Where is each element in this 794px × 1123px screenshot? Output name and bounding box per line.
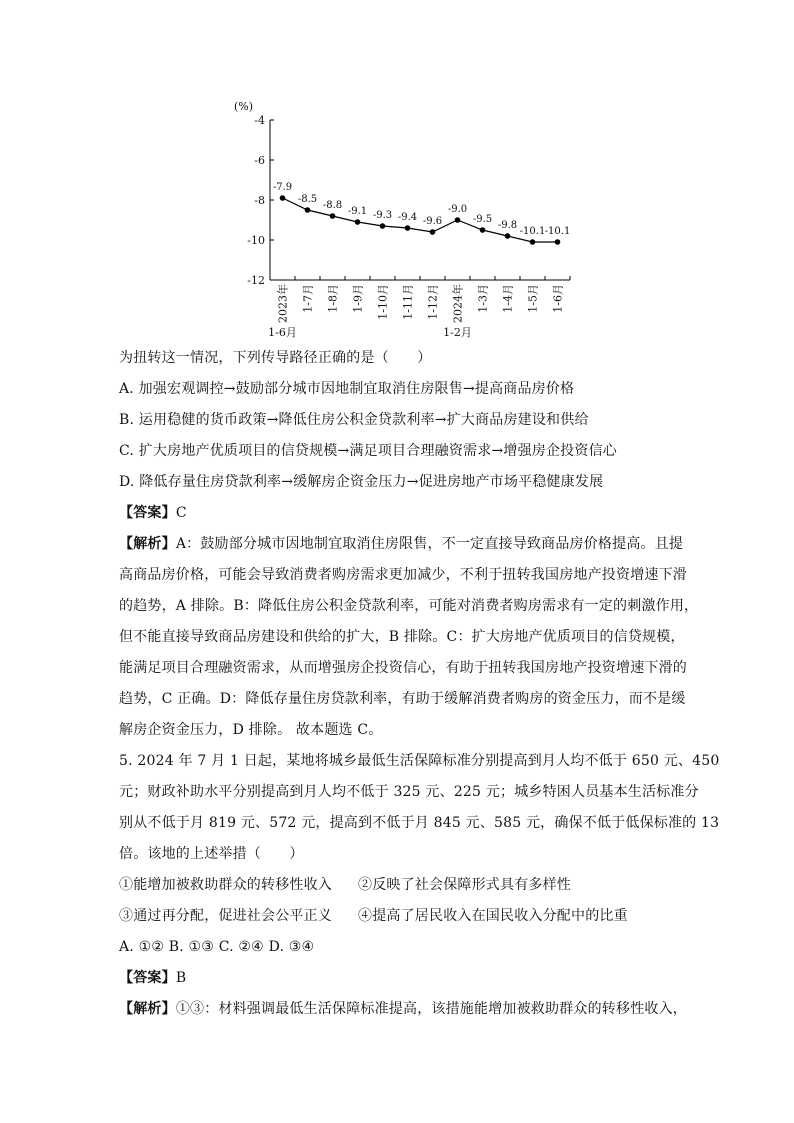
answer-value: B: [175, 970, 187, 986]
x-tick-label: 1-3月: [476, 284, 490, 313]
answer-tag: 【答案】: [119, 970, 176, 986]
data-point: [455, 217, 461, 223]
x-tick-label: 1-5月: [526, 284, 540, 313]
x-tick-label: 1-7月: [301, 284, 315, 313]
data-label: -9.6: [422, 216, 443, 227]
analysis-line: 趋势，C 正确。D：降低存量住房贷款利率，有助于缓解消费者购房的资金压力，而不是缓: [119, 691, 686, 707]
data-label: -10.1: [519, 226, 546, 237]
analysis-line: 解房企资金压力，D 排除。 故本题选 C。: [119, 722, 383, 738]
x-tick-label: 1-10月: [376, 284, 390, 320]
analysis-text: ①③：材料强调最低生活保障标准提高，该措施能增加被救助群众的转移性收入，: [175, 1001, 688, 1017]
answer-line: [119, 963, 679, 994]
x-tick-label: 1-4月: [501, 284, 515, 313]
analysis-tag: 【解析】: [119, 536, 176, 552]
analysis-line: 但不能直接导致商品房建设和供给的扩大，B 排除。C：扩大房地产优质项目的信贷规模，: [119, 629, 685, 645]
q5-stem-line: 元；财政补助水平分别提高到月人均不低于 325 元、225 元；城乡特困人员基本生活标准分: [119, 784, 699, 800]
option-a: A. 加强宏观调控→鼓励部分城市因地制宜取消住房限售→提高商品房价格: [119, 381, 575, 397]
data-label: -9.0: [447, 204, 468, 215]
data-point: [330, 213, 336, 219]
y-tick-label: -10: [247, 234, 265, 247]
y-tick-label: -12: [247, 274, 265, 287]
x-tick-label: 1-11月: [401, 284, 415, 320]
data-point: [305, 207, 311, 213]
analysis-line: 高商品房价格，可能会导致消费者购房需求更加减少，不利于扭转我国房地产投资增速下滑: [119, 567, 687, 583]
q5-choices: A. ①② B. ①③ C. ②④ D. ③④: [119, 939, 315, 955]
y-tick-label: -8: [254, 194, 265, 207]
data-point: [380, 223, 386, 229]
data-point: [530, 239, 536, 245]
q5-stem-line: 倍。该地的上述举措（ ）: [119, 846, 304, 862]
answer-line: [119, 498, 679, 529]
y-tick-label: -6: [254, 154, 265, 167]
analysis-line: [119, 994, 688, 1025]
line-chart: [205, 95, 585, 345]
statement-4: ④提高了居民收入在国民收入分配中的比重: [358, 908, 628, 924]
data-point: [355, 219, 361, 225]
answer-tag: 【答案】: [119, 505, 176, 521]
y-axis-unit: (%): [234, 100, 254, 113]
x-tick-label: 2023年: [276, 284, 290, 323]
analysis-line: 的趋势，A 排除。B：降低住房公积金贷款利率，可能对消费者购房需求有一定的刺激作用，: [119, 598, 699, 614]
data-label: -9.8: [497, 220, 518, 231]
data-label: -7.9: [272, 182, 293, 193]
data-point: [555, 239, 561, 245]
q5-statements-row: [119, 901, 679, 932]
answer-value: C: [175, 505, 187, 521]
analysis-tag: 【解析】: [119, 1001, 176, 1017]
analysis-text: A：鼓励部分城市因地制宜取消住房限售，不一定直接导致商品房价格提高。且提: [175, 536, 684, 552]
x-tick-label: 2024年: [451, 284, 465, 323]
chart: [205, 95, 585, 345]
option-b: B. 运用稳健的货币政策→降低住房公积金贷款利率→扩大商品房建设和供给: [119, 412, 589, 428]
x-tick-sublabel: 1-6月: [268, 326, 297, 339]
question-4: [119, 343, 720, 1025]
x-tick-label: 1-8月: [326, 284, 340, 313]
question-stem: 为扭转这一情况，下列传导路径正确的是（ ）: [119, 350, 432, 366]
data-label: -9.3: [372, 210, 393, 221]
data-point: [280, 195, 286, 201]
q5-statements-row: [119, 870, 679, 901]
data-point: [430, 229, 436, 235]
x-tick-label: 1-6月: [551, 284, 565, 313]
y-tick-label: -4: [254, 114, 265, 127]
data-point: [505, 233, 511, 239]
data-point: [405, 225, 411, 231]
q5-stem-line: 5. 2024 年 7 月 1 日起，某地将城乡最低生活保障标准分别提高到月人均不低于 650 元、450: [119, 753, 720, 769]
x-tick-label: 1-12月: [426, 284, 440, 320]
data-label: -9.4: [397, 212, 418, 223]
statement-3: ③通过再分配，促进社会公平正义: [119, 908, 332, 924]
option-c: C. 扩大房地产优质项目的信贷规模→满足项目合理融资需求→增强房企投资信心: [119, 443, 617, 459]
analysis-line: 能满足项目合理融资需求，从而增强房企投资信心，有助于扭转我国房地产投资增速下滑的: [119, 660, 687, 676]
statement-1: ①能增加被救助群众的转移性收入: [119, 877, 332, 893]
data-point: [480, 227, 486, 233]
x-tick-sublabel: 1-2月: [443, 326, 472, 339]
option-d: D. 降低存量住房贷款利率→缓解房企资金压力→促进房地产市场平稳健康发展: [119, 474, 604, 490]
data-label: -9.5: [472, 214, 493, 225]
data-label: -8.8: [322, 200, 343, 211]
data-label: -10.1: [544, 226, 571, 237]
data-label: -9.1: [347, 206, 368, 217]
q5-stem-line: 别从不低于月 819 元、572 元，提高到不低于月 845 元、585 元，确保不低于低保标准的 13: [119, 815, 720, 831]
data-label: -8.5: [297, 194, 318, 205]
statement-2: ②反映了社会保障形式具有多样性: [358, 877, 571, 893]
analysis-line: [119, 529, 684, 560]
x-tick-label: 1-9月: [351, 284, 365, 313]
